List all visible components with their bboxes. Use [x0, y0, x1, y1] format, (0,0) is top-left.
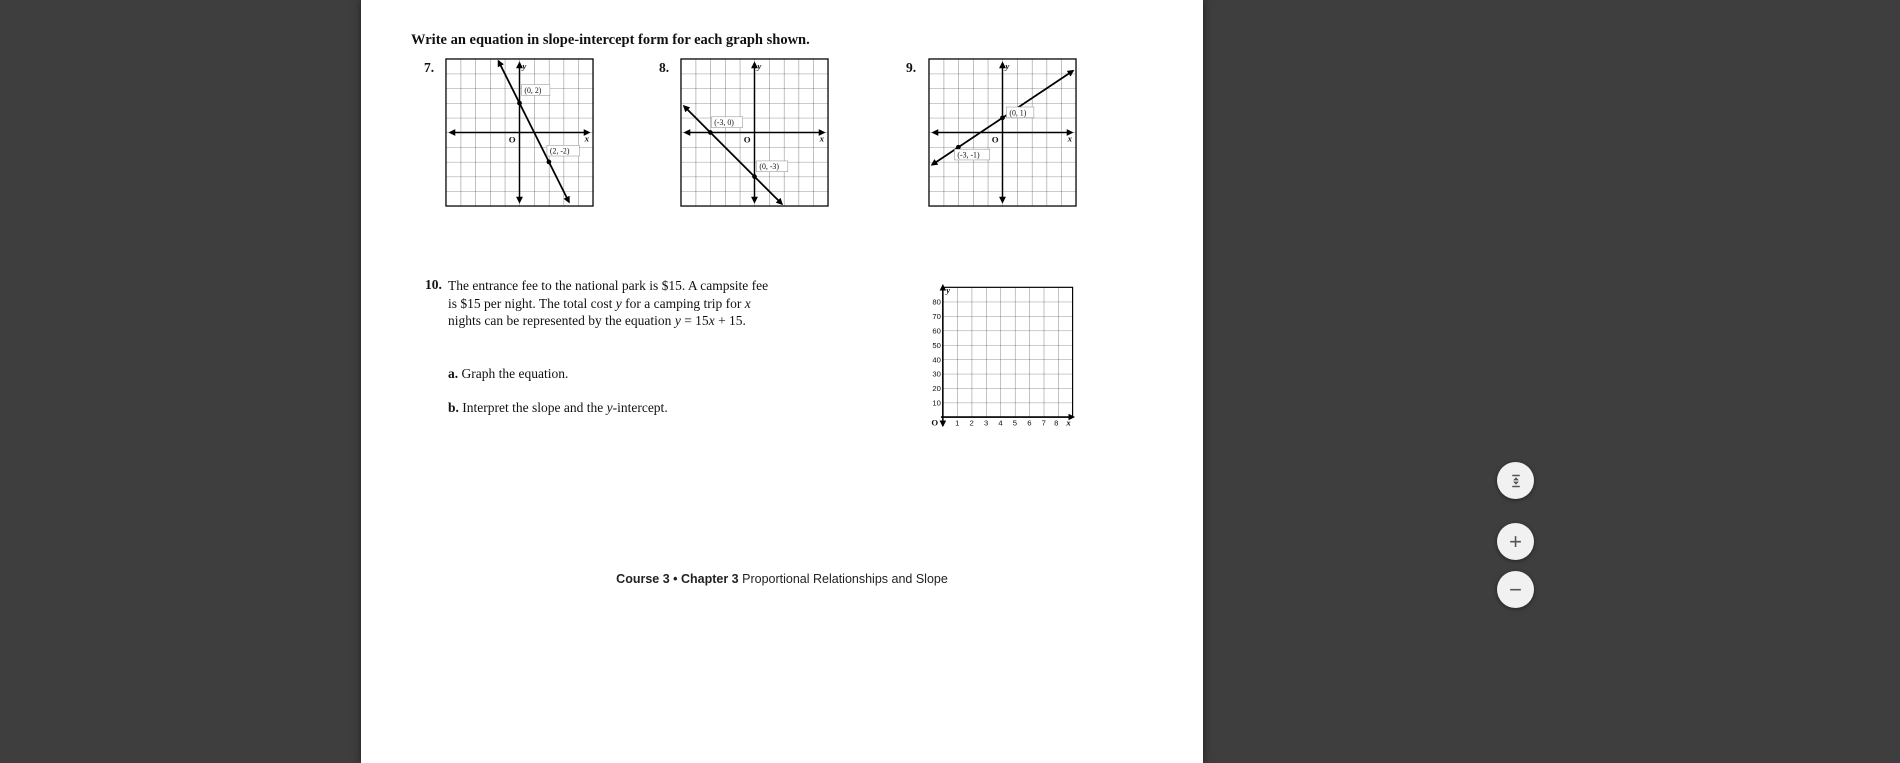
point-label: (0, 1) — [1009, 108, 1027, 118]
x-tick-label: 3 — [983, 418, 989, 428]
y-tick-label: 30 — [932, 369, 941, 379]
point-label: (2, -2) — [549, 146, 570, 156]
y-tick-label: 60 — [932, 326, 941, 336]
origin-label: O — [991, 134, 999, 145]
plotted-point — [956, 145, 961, 150]
y-axis-label: y — [522, 60, 527, 71]
x-tick-label: 6 — [1027, 418, 1032, 428]
graph-8-plot — [680, 58, 829, 207]
y-tick-label: 20 — [932, 384, 941, 394]
grid — [943, 287, 1073, 417]
plotted-point — [708, 130, 713, 135]
problem-10-part-b: b. Interpret the slope and the y-intercept. — [448, 400, 668, 415]
x-tick-label: 4 — [998, 418, 1003, 428]
origin-label: O — [931, 417, 939, 428]
problem-7-number: 7. — [424, 60, 435, 75]
x-tick-label: 1 — [955, 418, 960, 428]
fit-to-page-icon — [1508, 473, 1524, 489]
plotted-point — [1000, 115, 1005, 120]
x-tick-label: 2 — [969, 418, 974, 428]
point-label: (0, -3) — [759, 162, 779, 172]
y-tick-label: 70 — [932, 312, 941, 322]
y-tick-label: 10 — [932, 398, 941, 408]
problem-9-number: 9. — [906, 60, 917, 75]
plotted-point — [547, 160, 552, 165]
fit-to-page-button[interactable] — [1497, 462, 1534, 499]
x-tick-label: 7 — [1041, 418, 1046, 428]
point-label: (-3, 0) — [714, 118, 734, 128]
y-axis-label: y — [757, 60, 762, 71]
minus-icon: − — [1509, 576, 1522, 602]
y-tick-label: 50 — [932, 340, 941, 350]
problem-10-part-a: a. Graph the equation. — [448, 366, 569, 381]
problem-10 — [425, 277, 781, 330]
graph-10-plot — [927, 283, 1075, 430]
zoom-out-button[interactable] — [1497, 571, 1534, 608]
x-axis-label: x — [1067, 133, 1073, 144]
y-tick-label: 80 — [932, 297, 941, 307]
x-tick-label: 5 — [1012, 418, 1018, 428]
graph-7-plot — [445, 58, 594, 207]
page-footer: Course 3 • Chapter 3 Proportional Relationships and Slope — [616, 572, 948, 586]
y-axis-label: y — [1005, 60, 1010, 71]
plotted-point — [752, 174, 757, 179]
problem-8-number: 8. — [659, 60, 670, 75]
plus-icon: + — [1509, 528, 1522, 554]
y-axis-label: y — [946, 285, 951, 296]
graph-9-plot — [928, 58, 1077, 207]
x-axis-label: x — [1066, 417, 1071, 428]
point-label: (0, 2) — [524, 85, 542, 95]
origin-label: O — [743, 134, 751, 145]
point-label: (-3, -1) — [957, 150, 980, 160]
x-tick-label: 8 — [1054, 418, 1059, 428]
document-page — [361, 0, 1203, 763]
problem-10-number: 10. — [425, 277, 442, 292]
worksheet-heading: Write an equation in slope-intercept form for each graph shown. — [411, 32, 810, 48]
origin-label: O — [508, 134, 516, 145]
y-tick-label: 40 — [932, 355, 941, 365]
x-axis-label: x — [584, 133, 590, 144]
problem-10-statement: The entrance fee to the national park is $15. A campsite fee is $15 per night. The total cost y for a camping trip for x nights can be represented by the equation y = 15x + 15. — [448, 278, 769, 328]
x-axis-label: x — [819, 133, 825, 144]
plotted-point — [517, 101, 522, 106]
zoom-in-button[interactable] — [1497, 523, 1534, 560]
